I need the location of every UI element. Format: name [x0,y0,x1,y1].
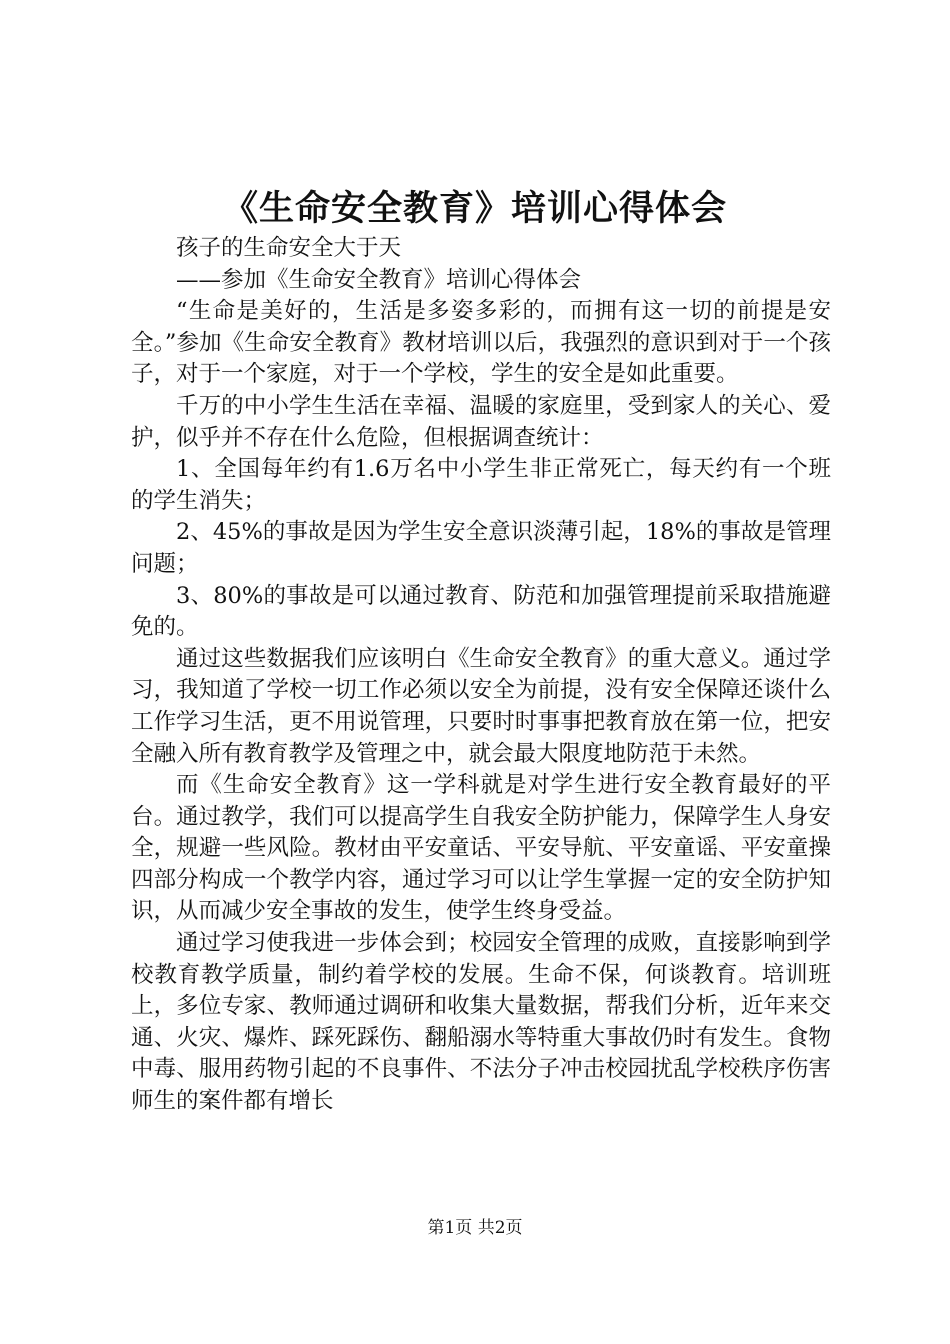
document-title: 《生命安全教育》培训心得体会 [222,188,727,229]
document-body [131,233,831,1118]
paragraph: 通过这些数据我们应该明白《生命安全教育》的重大意义。通过学习，我知道了学校一切工作必须以安全为前提，没有安全保障还谈什么工作学习生活，更不用说管理，只要时时事事把教育放在第一位，把安全融入所有教育教学及管理之中，就会最大限度地防范于未然。 [131,645,831,767]
document-subtitle: 孩子的生命安全大于天 [176,235,402,261]
paragraph: 通过学习使我进一步体会到；校园安全管理的成败，直接影响到学校教育教学质量，制约着学校的发展。生命不保，何谈教育。培训班上，多位专家、教师通过调研和收集大量数据，帮我们分析，近年来交通、火灾、爆炸、踩死踩伤、翻船溺水等特重大事故仍时有发生。食物中毒、服用药物引起的不良事件、不法分子冲击校园扰乱学校秩序伤害师生的案件都有增长 [131,930,831,1115]
list-item: 2、45%的事故是因为学生安全意识淡薄引起，18%的事故是管理问题； [131,519,831,577]
list-item: 1、全国每年约有1.6万名中小学生非正常死亡，每天约有一个班的学生消失； [131,456,831,514]
paragraph: 而《生命安全教育》这一学科就是对学生进行安全教育最好的平台。通过教学，我们可以提高学生自我安全防护能力，保障学生人身安全，规避一些风险。教材由平安童话、平安导航、平安童谣、平安童操四部分构成一个教学内容，通过学习可以让学生掌握一定的安全防护知识，从而减少安全事故的发生，使学生终身受益。 [131,772,831,925]
document-byline: ——参加《生命安全教育》培训心得体会 [176,266,582,293]
paragraph: “生命是美好的，生活是多姿多彩的，而拥有这一切的前提是安全。”参加《生命安全教育》教材培训以后，我强烈的意识到对于一个孩子，对于一个家庭，对于一个学校，学生的安全是如此重要。 [131,298,831,388]
page-number: 第1页 共2页 [427,1218,523,1238]
paragraph: 千万的中小学生生活在幸福、温暖的家庭里，受到家人的关心、爱护，似乎并不存在什么危险，但根据调查统计： [131,392,831,451]
list-item: 3、80%的事故是可以通过教育、防范和加强管理提前采取措施避免的。 [131,582,831,641]
